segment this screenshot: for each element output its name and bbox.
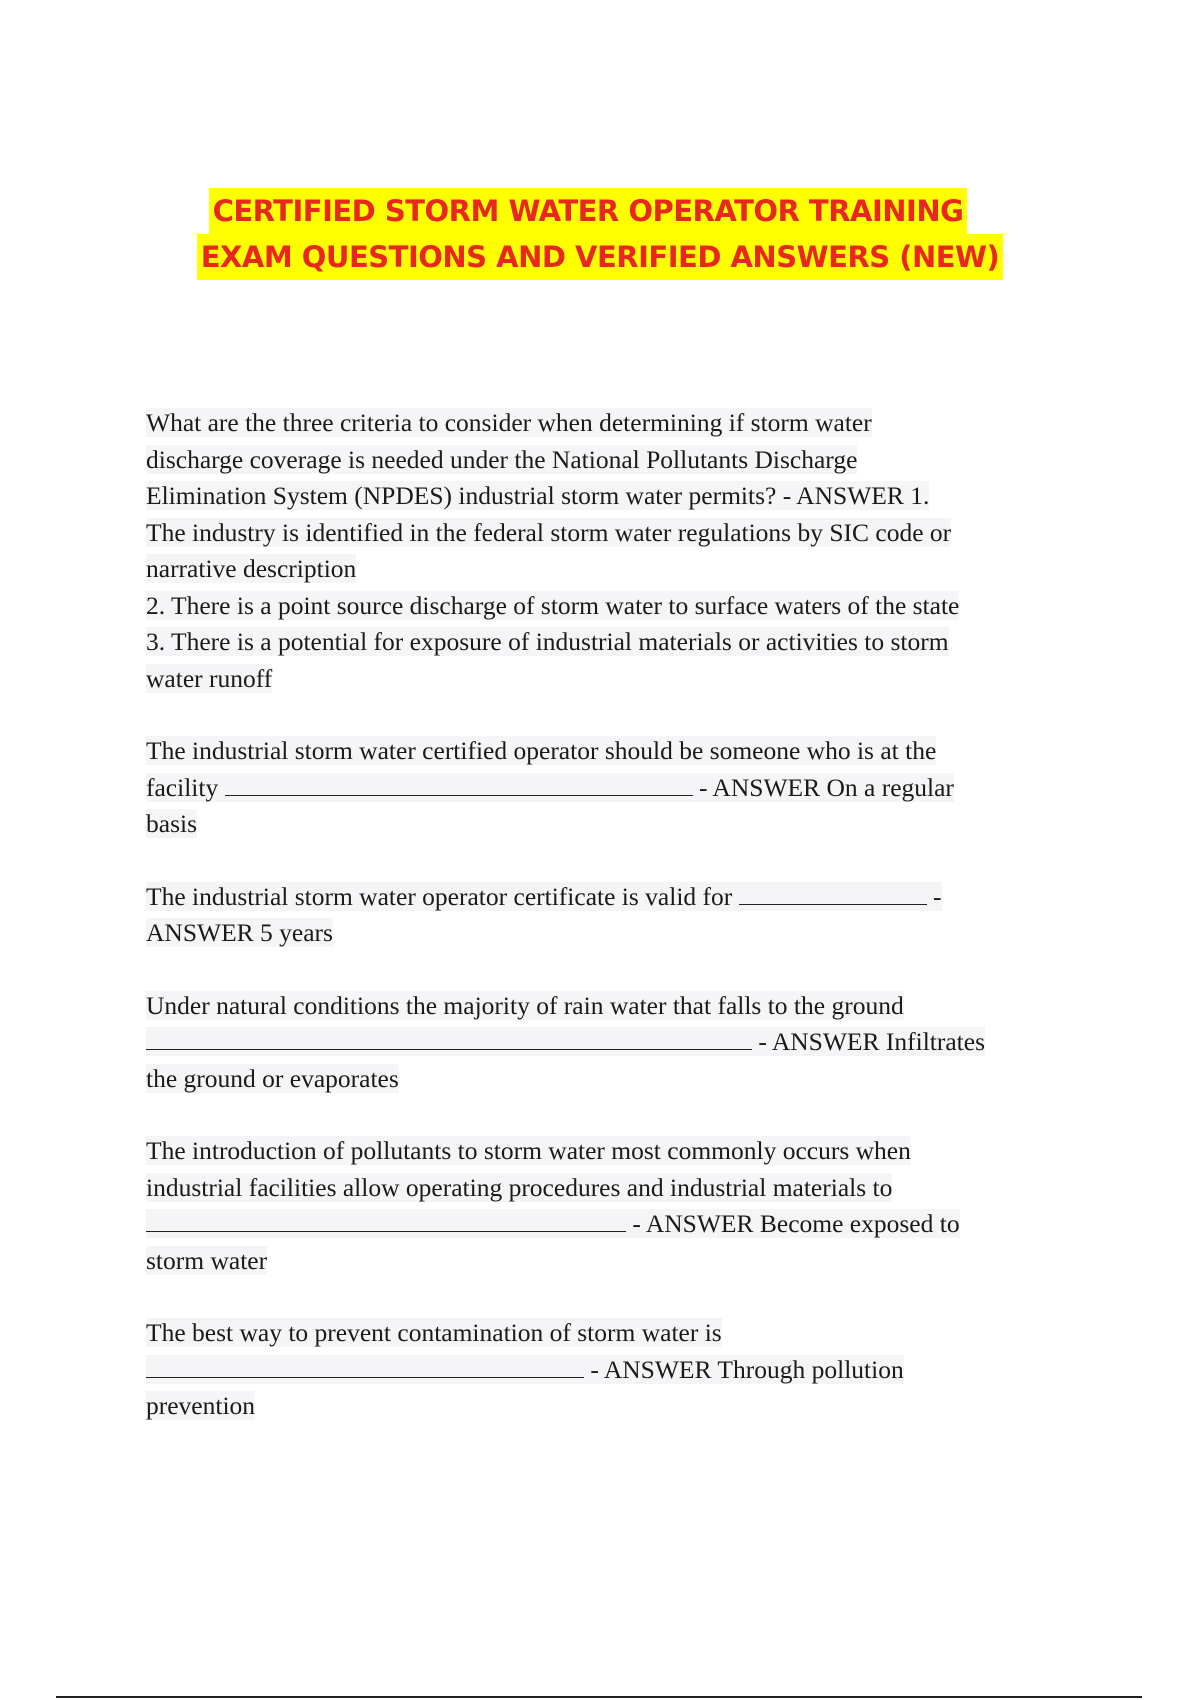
answer-blank: [146, 1355, 584, 1378]
title-line-2: EXAM QUESTIONS AND VERIFIED ANSWERS (NEW): [197, 234, 1004, 280]
qa-4-line-2-end: - ANSWER Infiltrates: [758, 1027, 985, 1056]
qa-1-line-7: 3. There is a potential for exposure of industrial materials or activities to storm: [146, 627, 949, 656]
qa-5-line-1: The introduction of pollutants to storm water most commonly occurs when: [146, 1136, 911, 1165]
qa-3-line-2: ANSWER 5 years: [146, 918, 333, 947]
qa-item-4: [146, 988, 1056, 1098]
qa-4-line-3: the ground or evaporates: [146, 1063, 399, 1093]
qa-item-6: [146, 1315, 1056, 1425]
footer-divider: [56, 1696, 1142, 1698]
qa-1-line-8: water runoff: [146, 663, 273, 693]
qa-6-line-2-end: - ANSWER Through pollution: [590, 1354, 904, 1384]
qa-4-line-1: Under natural conditions the majority of rain water that falls to the ground: [146, 990, 904, 1020]
qa-item-1: [146, 405, 1056, 697]
qa-item-2: [146, 733, 1056, 843]
qa-2-line-2-end: - ANSWER On a regular: [698, 772, 954, 802]
qa-2-line-2-start: facility: [146, 772, 219, 802]
document-title: [0, 188, 1200, 280]
qa-1-line-5: narrative description: [146, 554, 357, 583]
title-line-1: CERTIFIED STORM WATER OPERATOR TRAINING: [209, 188, 968, 234]
answer-blank: [225, 773, 693, 796]
qa-list: [146, 405, 1056, 1461]
qa-1-line-6: 2. There is a point source discharge of storm water to surface waters of the state: [146, 590, 960, 620]
qa-1-line-2: discharge coverage is needed under the National Pollutants Discharge: [146, 444, 858, 474]
qa-6-line-1: The best way to prevent contamination of storm water is: [146, 1318, 722, 1347]
answer-blank: [739, 882, 927, 905]
qa-1-line-1: What are the three criteria to consider when determining if storm water: [146, 408, 872, 437]
answer-blank: [146, 1027, 752, 1050]
qa-5-line-3-end: - ANSWER Become exposed to: [632, 1209, 960, 1238]
qa-5-line-4: storm water: [146, 1245, 268, 1275]
qa-2-line-3: basis: [146, 809, 197, 838]
qa-3-line-1-end: -: [933, 881, 942, 911]
qa-1-line-3: Elimination System (NPDES) industrial storm water permits? - ANSWER 1.: [146, 481, 930, 510]
qa-1-line-4: The industry is identified in the federal storm water regulations by SIC code or: [146, 517, 952, 547]
qa-5-line-2: industrial facilities allow operating procedures and industrial materials to: [146, 1172, 893, 1202]
qa-2-line-1: The industrial storm water certified operator should be someone who is at the: [146, 736, 937, 765]
answer-blank: [146, 1209, 626, 1232]
qa-item-3: [146, 879, 1056, 952]
qa-item-5: [146, 1133, 1056, 1279]
qa-3-line-1-start: The industrial storm water operator certificate is valid for: [146, 881, 733, 911]
qa-6-line-3: prevention: [146, 1391, 256, 1420]
